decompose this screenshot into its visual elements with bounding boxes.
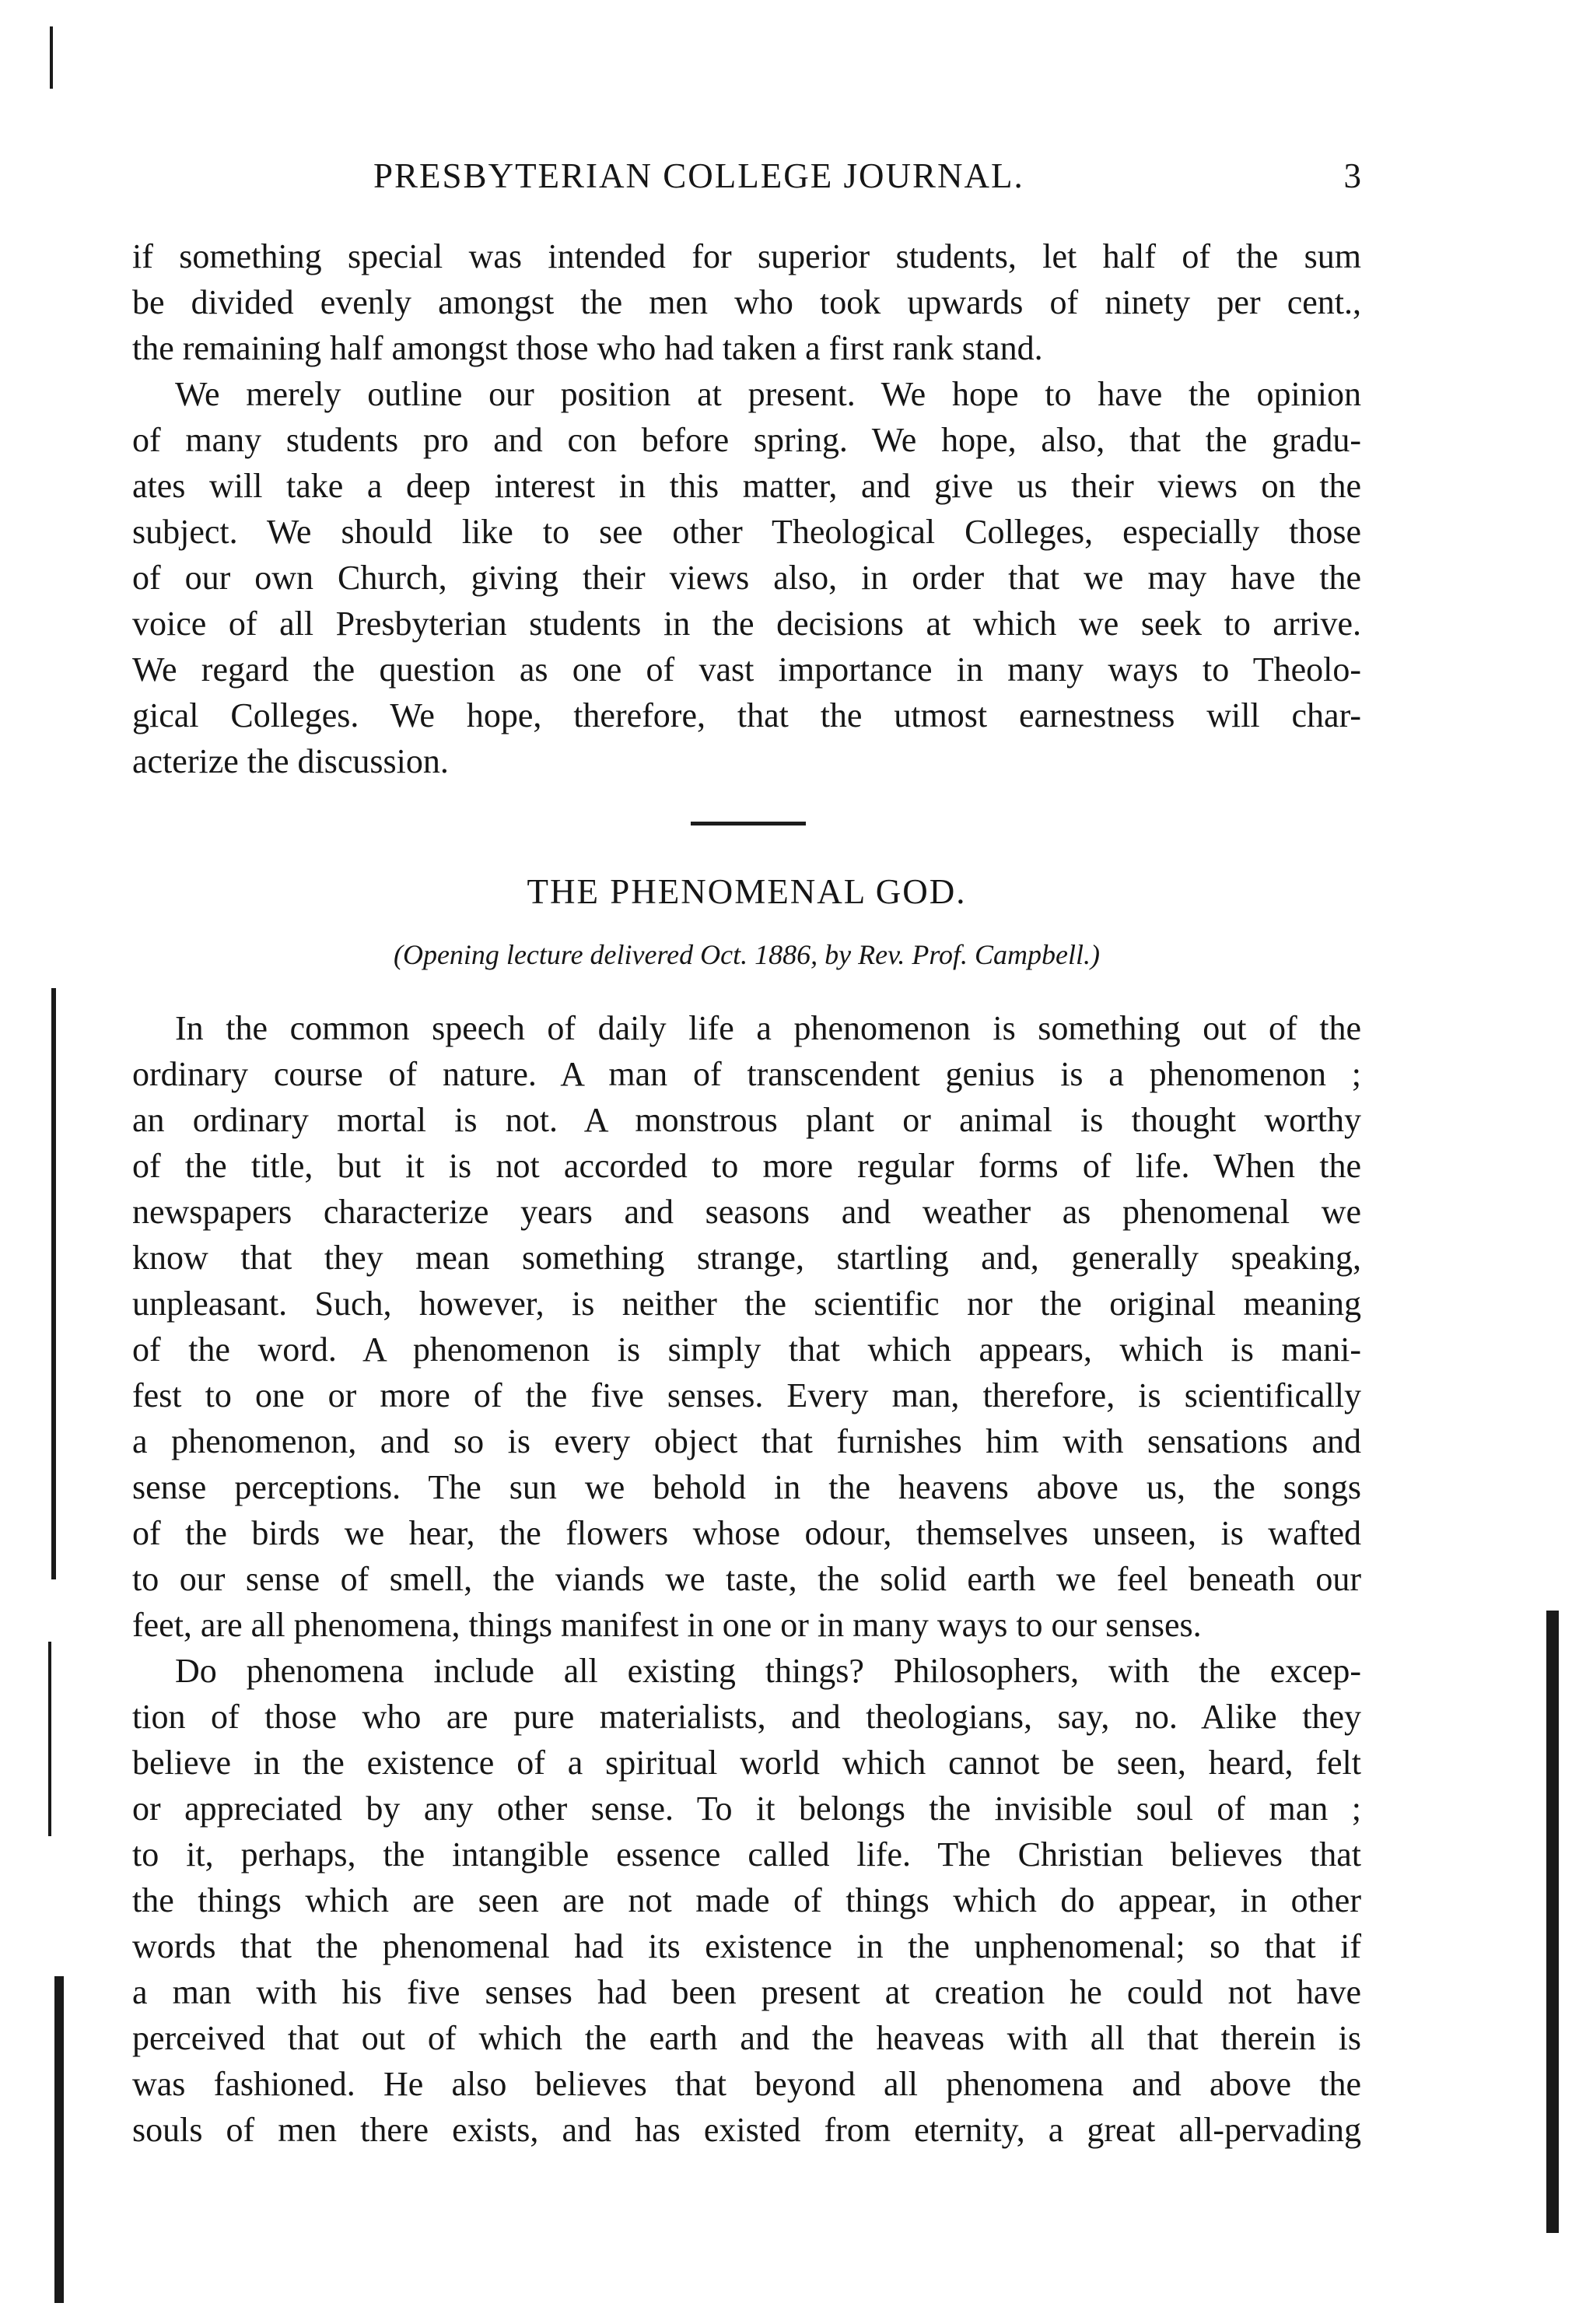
text-line: the remaining half amongst those who had taken a first rank stand.	[132, 329, 1043, 367]
text-line: of the word. A phenomenon is simply that which appears, which is mani-	[132, 1330, 1361, 1369]
article-body	[132, 1005, 1361, 2153]
text-line: the things which are seen are not made of things which do appear, in other	[132, 1881, 1361, 1919]
text-line: know that they mean something strange, startling and, generally speaking,	[132, 1239, 1361, 1277]
text-line: feet, are all phenomena, things manifest in one or in many ways to our senses.	[132, 1606, 1202, 1644]
scan-margin-mark	[48, 1642, 51, 1836]
text-line: was fashioned. He also believes that beyond all phenomena and above the	[132, 2065, 1361, 2103]
running-head	[132, 156, 1361, 202]
text-line: We regard the question as one of vast importance in many ways to Theolo-	[132, 650, 1361, 689]
section-divider	[691, 822, 806, 825]
text-line: of the title, but it is not accorded to more regular forms of life. When the	[132, 1147, 1361, 1185]
text-line: of many students pro and con before spring. We hope, also, that the gradu-	[132, 421, 1361, 459]
text-line: of the birds we hear, the flowers whose odour, themselves unseen, is wafted	[132, 1514, 1361, 1552]
text-line: subject. We should like to see other Theological Colleges, especially those	[132, 513, 1361, 551]
text-line: a phenomenon, and so is every object that furnishes him with sensations and	[132, 1422, 1361, 1460]
text-line: a man with his five senses had been present at creation he could not have	[132, 1973, 1361, 2011]
text-line: voice of all Presbyterian students in the decisions at which we seek to arrive.	[132, 605, 1361, 643]
article-title: THE PHENOMENAL GOD.	[527, 872, 967, 911]
journal-title: PRESBYTERIAN COLLEGE JOURNAL.	[373, 156, 1024, 195]
text-line: ordinary course of nature. A man of transcendent genius is a phenomenon ;	[132, 1055, 1361, 1093]
text-line: words that the phenomenal had its existence in the unphenomenal; so that if	[132, 1927, 1361, 1965]
text-line: tion of those who are pure materialists, and theologians, say, no. Alike they	[132, 1698, 1361, 1736]
text-line: of our own Church, giving their views also, in order that we may have the	[132, 559, 1361, 597]
text-line: be divided evenly amongst the men who took upwards of ninety per cent.,	[132, 283, 1361, 321]
text-line: if something special was intended for superior students, let half of the sum	[132, 237, 1361, 275]
text-line: acterize the discussion.	[132, 742, 449, 780]
text-line: gical Colleges. We hope, therefore, that the utmost earnestness will char-	[132, 696, 1361, 734]
text-line: sense perceptions. The sun we behold in the heavens above us, the songs	[132, 1468, 1361, 1506]
article-byline: (Opening lecture delivered Oct. 1886, by Rev. Prof. Campbell.)	[393, 939, 1101, 970]
text-line: to it, perhaps, the intangible essence called life. The Christian believes that	[132, 1835, 1361, 1874]
text-line: fest to one or more of the five senses. Every man, therefore, is scientifically	[132, 1376, 1361, 1414]
text-line: Do phenomena include all existing things? Philosophers, with the excep-	[175, 1652, 1361, 1690]
text-line: believe in the existence of a spiritual world which cannot be seen, heard, felt	[132, 1744, 1361, 1782]
scan-margin-mark	[1546, 1611, 1559, 2233]
text-line: newspapers characterize years and seasons and weather as phenomenal we	[132, 1193, 1361, 1231]
text-line: an ordinary mortal is not. A monstrous plant or animal is thought worthy	[132, 1101, 1361, 1139]
text-line: perceived that out of which the earth and the heaveas with all that therein is	[132, 2019, 1361, 2057]
text-line: or appreciated by any other sense. To it belongs the invisible soul of man ;	[132, 1789, 1361, 1828]
text-line: In the common speech of daily life a phenomenon is something out of the	[175, 1009, 1361, 1047]
text-line: ates will take a deep interest in this matter, and give us their views on the	[132, 467, 1361, 505]
scan-margin-mark	[50, 26, 53, 89]
scan-margin-mark	[51, 988, 56, 1579]
text-line: unpleasant. Such, however, is neither the scientific nor the original meaning	[132, 1285, 1361, 1323]
text-line: to our sense of smell, the viands we taste, the solid earth we feel beneath our	[132, 1560, 1361, 1598]
scan-margin-mark	[54, 1976, 64, 2303]
text-line: We merely outline our position at present. We hope to have the opinion	[175, 375, 1361, 413]
continued-section	[132, 233, 1361, 784]
text-line: souls of men there exists, and has existed from eternity, a great all-pervading	[132, 2111, 1361, 2149]
page-number: 3	[1343, 156, 1361, 195]
